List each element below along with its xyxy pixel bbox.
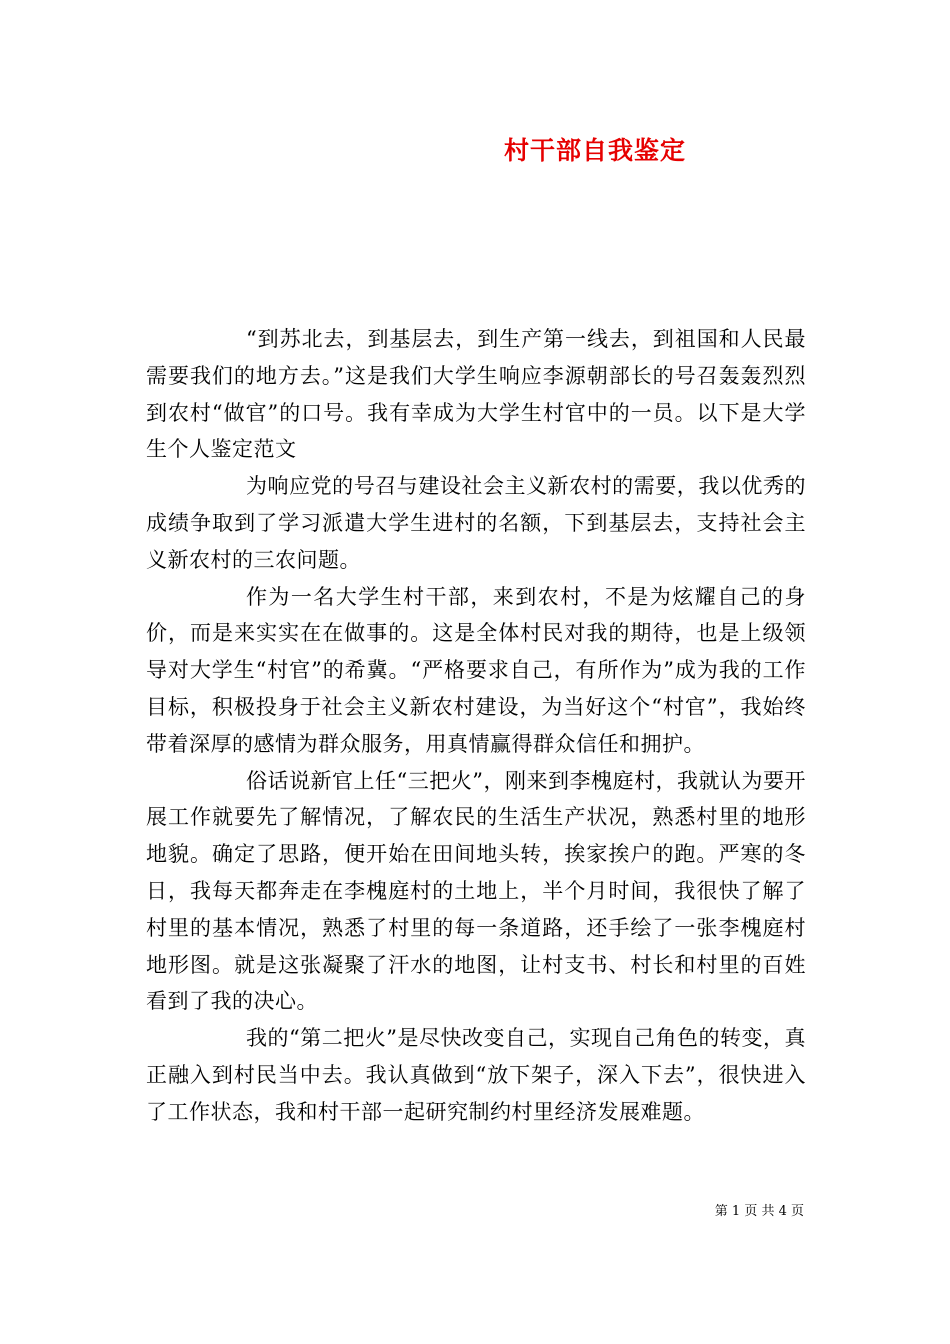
paragraph: 我的“第二把火”是尽快改变自己，实现自己角色的转变，真正融入到村民当中去。我认真做到“放下架子，深入下去”，很快进入了工作状态，我和村干部一起研究制约村里经济发展难题。 <box>146 1026 806 1124</box>
page-indicator: 第 1 页 共 4 页 <box>714 1204 804 1219</box>
paragraph: 作为一名大学生村干部，来到农村，不是为炫耀自己的身价，而是来实实在在做事的。这是全体村民对我的期待，也是上级领导对大学生“村官”的希冀。“严格要求自己，有所作为”成为我的工作目标，积极投身于社会主义新农村建设，为当好这个“村官”，我始终带着深厚的感情为群众服务，用真情赢得群众信任和拥护。 <box>146 584 806 756</box>
paragraph: 俗话说新官上任“三把火”，刚来到李槐庭村，我就认为要开展工作就要先了解情况，了解农民的生活生产状况，熟悉村里的地形地貌。确定了思路，便开始在田间地头转，挨家挨户的跑。严寒的冬日，我每天都奔走在李槐庭村的土地上，半个月时间，我很快了解了村里的基本情况，熟悉了村里的每一条道路，还手绘了一张李槐庭村地形图。就是这张凝聚了汗水的地图，让村支书、村长和村里的百姓看到了我的决心。 <box>146 768 806 1014</box>
document-body <box>146 321 806 1131</box>
document-title: 村干部自我鉴定 <box>503 136 686 165</box>
paragraph: “到苏北去，到基层去，到生产第一线去，到祖国和人民最需要我们的地方去。”这是我们大学生响应李源朝部长的号召轰轰烈烈到农村“做官”的口号。我有幸成为大学生村官中的一员。以下是大学生个人鉴定范文 <box>146 327 806 462</box>
paragraph: 为响应党的号召与建设社会主义新农村的需要，我以优秀的成绩争取到了学习派遣大学生进村的名额，下到基层去，支持社会主义新农村的三农问题。 <box>146 474 806 572</box>
